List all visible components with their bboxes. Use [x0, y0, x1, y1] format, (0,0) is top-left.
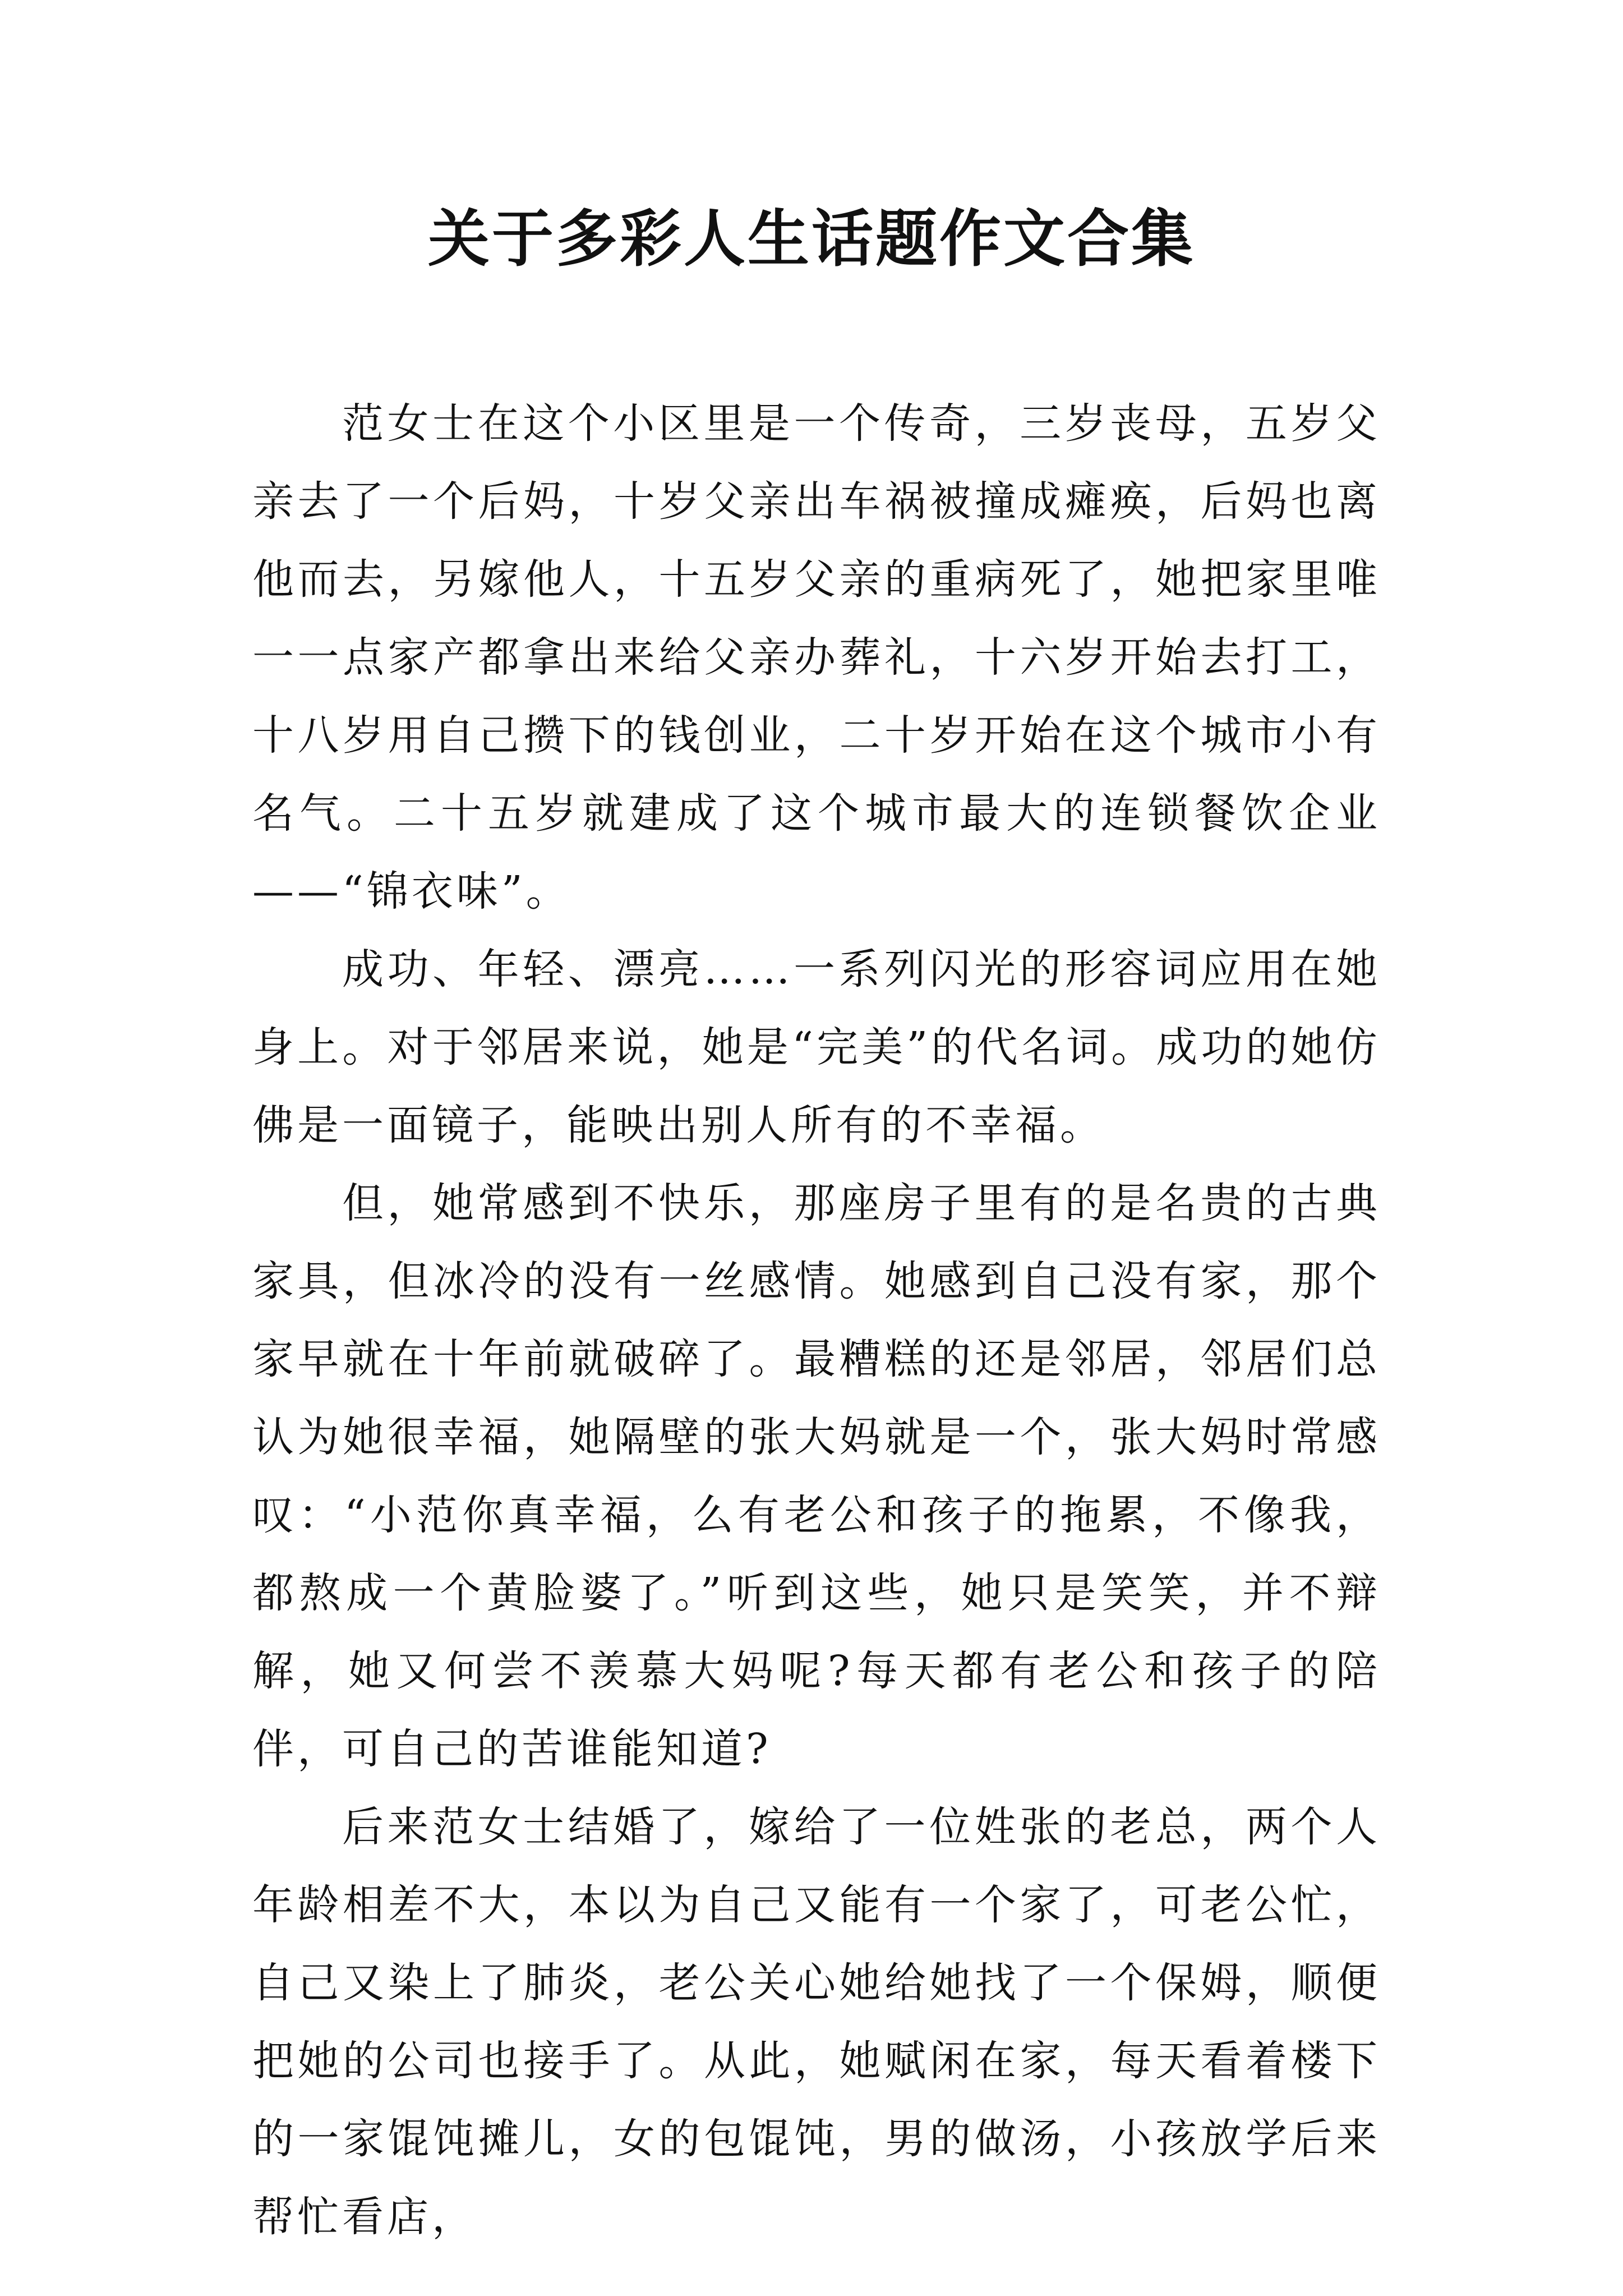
paragraph: 但，她常感到不快乐，那座房子里有的是名贵的古典家具，但冰冷的没有一丝感情。她感到自己没有家，那个家早就在十年前就破碎了。最糟糕的还是邻居，邻居们总认为她很幸福，她隔壁的张大妈就是一个，张大妈时常感叹：“小范你真幸福，么有老公和孩子的拖累，不像我，都熬成一个黄脸婆了。”听到这些，她只是笑笑，并不辩解，她又何尝不羡慕大妈呢?每天都有老公和孩子的陪伴，可自己的苦谁能知道?: [252, 1179, 1381, 1773]
paragraph: 成功、年轻、漂亮……一系列闪光的形容词应用在她身上。对于邻居来说，她是“完美”的代名词。成功的她仿佛是一面镜子，能映出别人所有的不幸福。: [252, 945, 1381, 1149]
document-title: 关于多彩人生话题作文合集: [428, 203, 1195, 275]
paragraph: 范女士在这个小区里是一个传奇，三岁丧母，五岁父亲去了一个后妈，十岁父亲出车祸被撞成瘫痪，后妈也离他而去，另嫁他人，十五岁父亲的重病死了，她把家里唯一一点家产都拿出来给父亲办葬礼，十六岁开始去打工，十八岁用自己攒下的钱创业，二十岁开始在这个城市小有名气。二十五岁就建成了这个城市最大的连锁餐饮企业——“锦衣味”。: [252, 399, 1381, 915]
document-body: [252, 385, 1381, 2256]
paragraph: 后来范女士结婚了，嫁给了一位姓张的老总，两个人年龄相差不大，本以为自己又能有一个家了，可老公忙，自己又染上了肺炎，老公关心她给她找了一个保姆，顺便把她的公司也接手了。从此，她赋闲在家，每天看着楼下的一家馄饨摊儿，女的包馄饨，男的做汤，小孩放学后来帮忙看店，: [252, 1803, 1381, 2241]
